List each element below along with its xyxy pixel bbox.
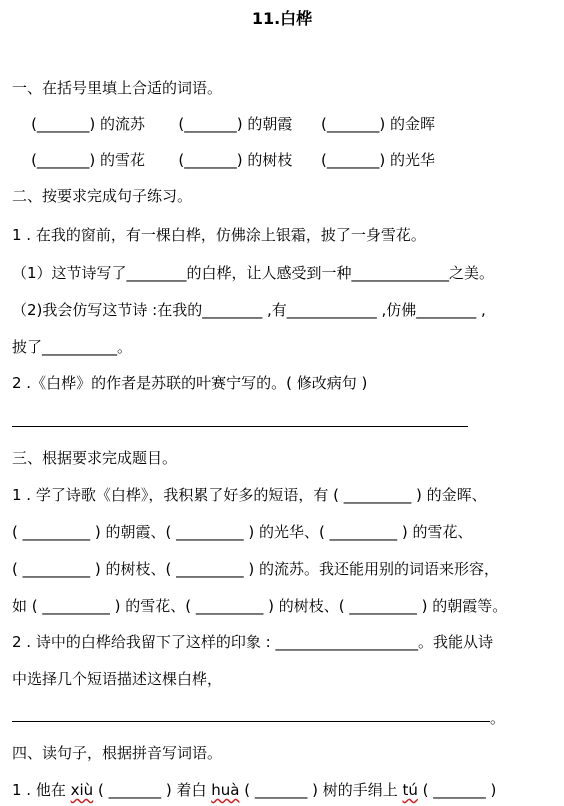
pinyin-hua: huà xyxy=(211,781,240,799)
pinyin-xiu: xiù xyxy=(70,781,94,799)
question-3-2-line-1: 2 . 诗中的白桦给我留下了这样的印象 : ___________________。我能从诗 xyxy=(12,633,493,651)
question-4-1 xyxy=(12,780,496,800)
fill-row-2: (_______) 的雪花 (_______) 的树枝 (_______) 的光华 xyxy=(12,151,435,169)
question-4-1-text-a: 1 . 他在 xyxy=(12,781,71,799)
section-1-heading: 一、在括号里填上合适的词语。 xyxy=(12,79,223,97)
question-3-1-line-3: ( _________ ) 的树枝、( _________ ) 的流苏。我还能用别的词语来形容， xyxy=(12,560,500,578)
page-title: 11.白桦 xyxy=(251,9,313,28)
answer-line[interactable] xyxy=(12,721,490,722)
fill-row-1: (_______) 的流苏 (_______) 的朝霞 (_______) 的金晖 xyxy=(12,115,435,133)
question-2-1b: （2)我会仿写这节诗 :在我的________ ,有____________ ,仿佛________ , xyxy=(12,301,486,319)
section-3-heading: 三、根据要求完成题目。 xyxy=(12,449,178,467)
section-4-heading: 四、读句子，根据拼音写词语。 xyxy=(12,744,223,762)
question-3-1-line-4: 如 ( _________ ) 的雪花、( _________ ) 的树枝、( _________ ) 的朝霞等。 xyxy=(12,597,508,615)
section-2-heading: 二、按要求完成句子练习。 xyxy=(12,187,193,205)
answer-line-period: 。 xyxy=(490,709,506,727)
question-2-1a: （1）这节诗写了________的白桦，让人感受到一种_____________之美。 xyxy=(12,264,495,282)
question-3-2-line-2: 中选择几个短语描述这棵白桦， xyxy=(12,670,223,688)
question-2-1: 1 . 在我的窗前，有一棵白桦，仿佛涂上银霜，披了一身雪花。 xyxy=(12,226,426,244)
question-3-1-line-2: ( _________ ) 的朝霞、( _________ ) 的光华、( _________ ) 的雪花、 xyxy=(12,523,473,541)
question-4-1-text-c: ( _______ ) 树的手绢上 xyxy=(239,781,403,799)
question-4-1-text-b: ( _______ ) 着白 xyxy=(93,781,212,799)
question-4-1-text-d: ( _______ ) xyxy=(417,781,497,799)
question-2-1b-cont: 披了__________。 xyxy=(12,338,133,356)
pinyin-tu: tú xyxy=(402,781,418,799)
question-3-1-line-1: 1 . 学了诗歌《白桦》，我积累了好多的短语，有 ( _________ ) 的金晖、 xyxy=(12,486,487,504)
question-2-2: 2 .《白桦》的作者是苏联的叶赛宁写的。( 修改病句 ) xyxy=(12,374,368,392)
answer-line[interactable] xyxy=(12,426,468,427)
